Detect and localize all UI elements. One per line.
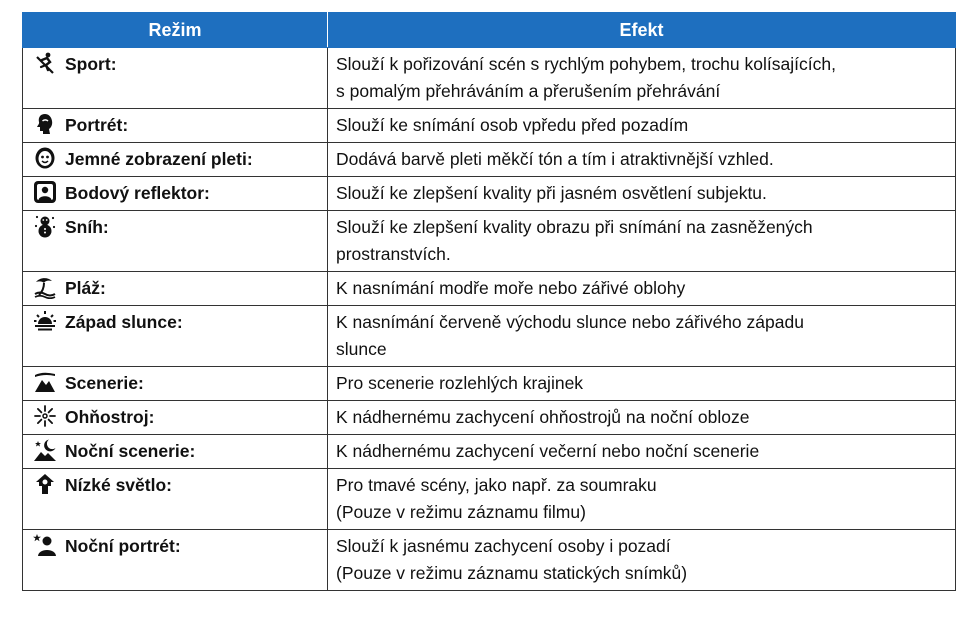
- effect-line: Pro scenerie rozlehlých krajinek: [336, 373, 584, 393]
- effect-line: Slouží k pořizování scén s rychlým pohybem, trochu kolísajících,: [336, 54, 836, 74]
- table-row: [23, 272, 956, 306]
- table-header-row: [23, 13, 956, 48]
- mode-label: Sport:: [65, 54, 117, 74]
- sunset-icon: [33, 309, 57, 333]
- mode-label: Bodový reflektor:: [65, 183, 210, 203]
- mode-cell: [23, 401, 328, 435]
- effect-cell: [328, 109, 956, 143]
- portrait-icon: [33, 112, 57, 136]
- effect-cell: [328, 469, 956, 530]
- effect-cell: [328, 48, 956, 109]
- effect-cell: [328, 401, 956, 435]
- table-row: [23, 306, 956, 367]
- effect-line: prostranstvích.: [336, 244, 451, 264]
- mode-label: Noční scenerie:: [65, 441, 196, 461]
- mode-cell: [23, 143, 328, 177]
- table-row: [23, 177, 956, 211]
- sport-icon: [33, 51, 57, 75]
- soft-skin-icon: [33, 146, 57, 170]
- effect-cell: [328, 367, 956, 401]
- mode-label: Scenerie:: [65, 373, 144, 393]
- mode-cell: [23, 530, 328, 591]
- mode-label: Ohňostroj:: [65, 407, 155, 427]
- low-light-icon: [33, 472, 57, 496]
- table-row: [23, 48, 956, 109]
- table-body: [23, 48, 956, 591]
- mode-label: Západ slunce:: [65, 312, 183, 332]
- fireworks-icon: [33, 404, 57, 428]
- effect-line: Pro tmavé scény, jako např. za soumraku: [336, 475, 657, 495]
- effect-cell: [328, 143, 956, 177]
- effect-cell: [328, 211, 956, 272]
- mode-cell: [23, 306, 328, 367]
- effect-cell: [328, 530, 956, 591]
- snow-icon: [33, 214, 57, 238]
- effect-line: K nasnímání červeně východu slunce nebo zářivého západu: [336, 312, 804, 332]
- effect-line: K nádhernému zachycení večerní nebo noční scenerie: [336, 441, 760, 461]
- table-row: [23, 401, 956, 435]
- effect-line: K nádhernému zachycení ohňostrojů na noční obloze: [336, 407, 750, 427]
- scenery-icon: [33, 370, 57, 394]
- table-row: [23, 530, 956, 591]
- night-scenery-icon: [33, 438, 57, 462]
- effect-line: slunce: [336, 339, 387, 359]
- mode-cell: [23, 272, 328, 306]
- header-effect: Efekt: [328, 13, 956, 48]
- scene-mode-table-container: [22, 12, 955, 591]
- effect-cell: [328, 177, 956, 211]
- effect-cell: [328, 272, 956, 306]
- night-portrait-icon: [33, 533, 57, 557]
- effect-line: Slouží k jasnému zachycení osoby i pozadí: [336, 536, 671, 556]
- mode-cell: [23, 48, 328, 109]
- mode-label: Jemné zobrazení pleti:: [65, 149, 253, 169]
- mode-cell: [23, 211, 328, 272]
- effect-line: Slouží ke zlepšení kvality obrazu při snímání na zasněžených: [336, 217, 813, 237]
- effect-cell: [328, 435, 956, 469]
- mode-cell: [23, 177, 328, 211]
- mode-cell: [23, 469, 328, 530]
- effect-line: Dodává barvě pleti měkčí tón a tím i atraktivnější vzhled.: [336, 149, 774, 169]
- effect-line: (Pouze v režimu záznamu statických snímků): [336, 563, 688, 583]
- beach-icon: [33, 275, 57, 299]
- mode-label: Sníh:: [65, 217, 109, 237]
- spotlight-icon: [33, 180, 57, 204]
- effect-cell: [328, 306, 956, 367]
- effect-line: (Pouze v režimu záznamu filmu): [336, 502, 586, 522]
- effect-line: Slouží ke zlepšení kvality při jasném osvětlení subjektu.: [336, 183, 767, 203]
- mode-cell: [23, 367, 328, 401]
- mode-cell: [23, 435, 328, 469]
- effect-line: s pomalým přehráváním a přerušením přehrávání: [336, 81, 721, 101]
- table-row: [23, 211, 956, 272]
- effect-line: K nasnímání modře moře nebo zářivé oblohy: [336, 278, 686, 298]
- effect-line: Slouží ke snímání osob vpředu před pozadím: [336, 115, 689, 135]
- table-row: [23, 109, 956, 143]
- table-row: [23, 435, 956, 469]
- table-row: [23, 469, 956, 530]
- mode-cell: [23, 109, 328, 143]
- scene-mode-table: [22, 12, 956, 591]
- mode-label: Nízké světlo:: [65, 475, 172, 495]
- mode-label: Portrét:: [65, 115, 129, 135]
- mode-label: Noční portrét:: [65, 536, 181, 556]
- mode-label: Pláž:: [65, 278, 106, 298]
- table-row: [23, 143, 956, 177]
- header-mode: Režim: [23, 13, 328, 48]
- table-row: [23, 367, 956, 401]
